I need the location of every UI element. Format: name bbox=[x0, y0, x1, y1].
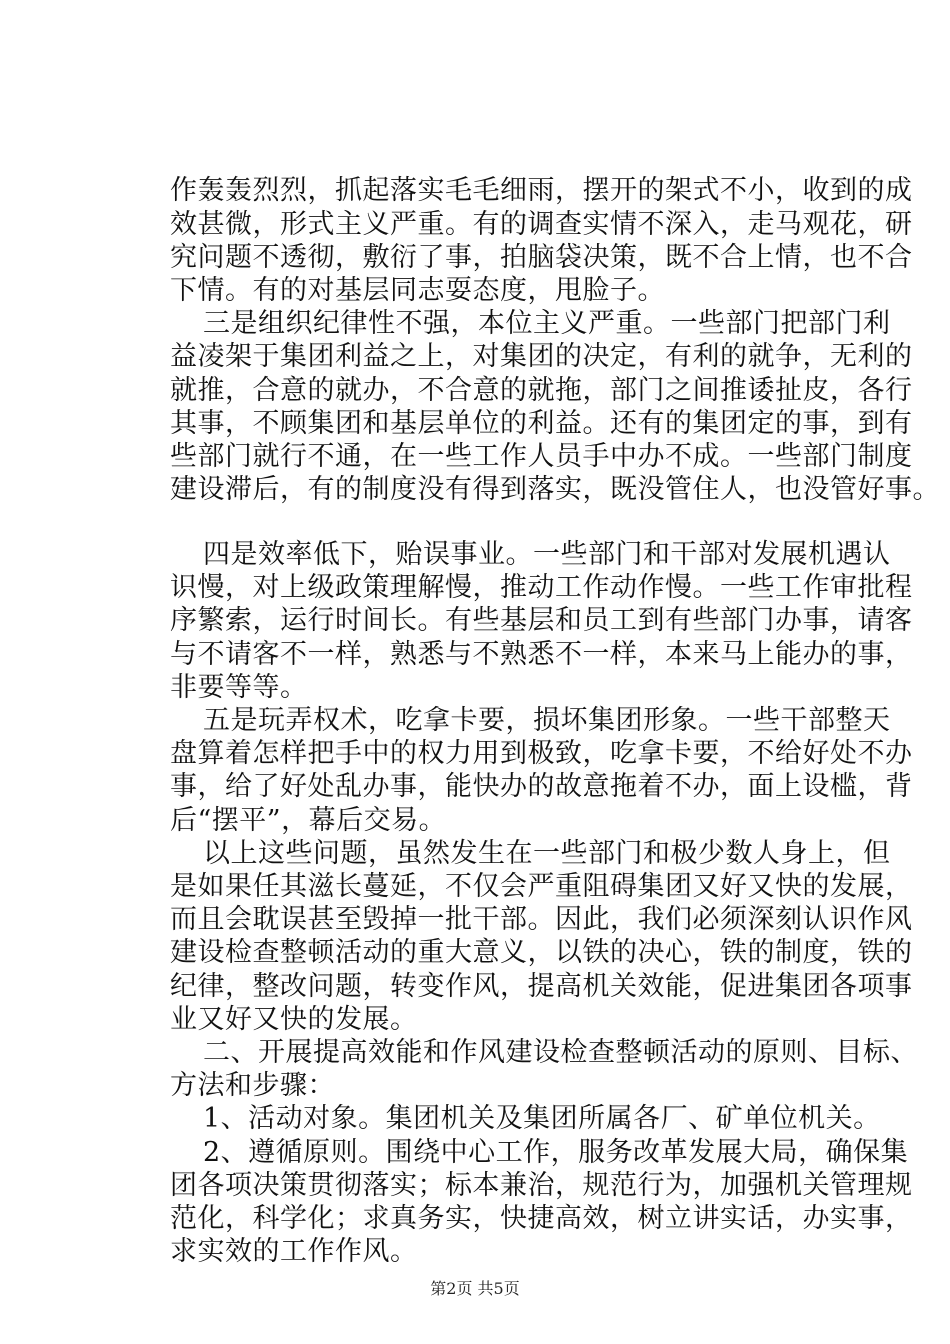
paragraph-start-line: 四是效率低下，贻误事业。一些部门和干部对发展机遇认 bbox=[203, 539, 891, 570]
body-line: 纪律，整改问题，转变作风，提高机关效能，促进集团各项事 bbox=[170, 971, 913, 1002]
body-line: 而且会耽误甚至毁掉一批干部。因此，我们必须深刻认识作风 bbox=[170, 904, 913, 935]
body-line: 非要等等。 bbox=[170, 672, 308, 703]
list-item-line: 2、遵循原则。围绕中心工作，服务改革发展大局，确保集 bbox=[203, 1137, 909, 1168]
body-line: 些部门就行不通，在一些工作人员手中办不成。一些部门制度 bbox=[170, 441, 913, 472]
body-line: 求实效的工作作风。 bbox=[170, 1236, 418, 1267]
body-line: 效甚微，形式主义严重。有的调查实情不深入，走马观花，研 bbox=[170, 209, 913, 240]
paragraph-start-line: 三是组织纪律性不强，本位主义严重。一些部门把部门利 bbox=[203, 308, 891, 339]
body-line: 建设检查整顿活动的重大意义，以铁的决心，铁的制度，铁的 bbox=[170, 937, 913, 968]
section-heading-line: 方法和步骤： bbox=[170, 1070, 335, 1101]
body-line: 与不请客不一样，熟悉与不熟悉不一样，本来马上能办的事， bbox=[170, 639, 913, 670]
paragraph-start-line: 以上这些问题，虽然发生在一些部门和极少数人身上，但 bbox=[203, 838, 891, 869]
list-item-line: 1、活动对象。集团机关及集团所属各厂、矿单位机关。 bbox=[203, 1103, 881, 1134]
body-line: 序繁索，运行时间长。有些基层和员工到有些部门办事，请客 bbox=[170, 605, 913, 636]
body-line: 盘算着怎样把手中的权力用到极致，吃拿卡要，不给好处不办 bbox=[170, 738, 913, 769]
body-line: 建设滞后，有的制度没有得到落实，既没管住人，也没管好事。 bbox=[170, 474, 940, 505]
body-line: 益凌架于集团利益之上，对集团的决定，有利的就争，无利的 bbox=[170, 341, 913, 372]
body-line: 团各项决策贯彻落实；标本兼治，规范行为，加强机关管理规 bbox=[170, 1170, 913, 1201]
body-line: 识慢，对上级政策理解慢，推动工作动作慢。一些工作审批程 bbox=[170, 572, 913, 603]
body-line: 下情。有的对基层同志耍态度，甩脸子。 bbox=[170, 275, 665, 306]
section-heading-line: 二、开展提高效能和作风建设检查整顿活动的原则、目标、 bbox=[203, 1037, 918, 1068]
body-line: 就推，合意的就办，不合意的就拖，部门之间推诿扯皮，各行 bbox=[170, 375, 913, 406]
body-line: 究问题不透彻，敷衍了事，拍脑袋决策，既不合上情，也不合 bbox=[170, 242, 913, 273]
body-line: 事，给了好处乱办事，能快办的故意拖着不办，面上设槛，背 bbox=[170, 771, 913, 802]
body-line: 业又好又快的发展。 bbox=[170, 1004, 418, 1035]
body-line: 范化，科学化；求真务实，快捷高效，树立讲实话，办实事， bbox=[170, 1203, 913, 1234]
body-line: 其事，不顾集团和基层单位的利益。还有的集团定的事，到有 bbox=[170, 408, 913, 439]
paragraph-start-line: 五是玩弄权术，吃拿卡要，损坏集团形象。一些干部整天 bbox=[203, 705, 891, 736]
page-number-footer: 第2页 共5页 bbox=[430, 1279, 520, 1298]
body-line: 是如果任其滋长蔓延，不仅会严重阻碍集团又好又快的发展， bbox=[170, 871, 913, 902]
body-line: 作轰轰烈烈，抓起落实毛毛细雨，摆开的架式不小，收到的成 bbox=[170, 175, 913, 206]
body-line: 后“摆平”，幕后交易。 bbox=[170, 805, 447, 836]
